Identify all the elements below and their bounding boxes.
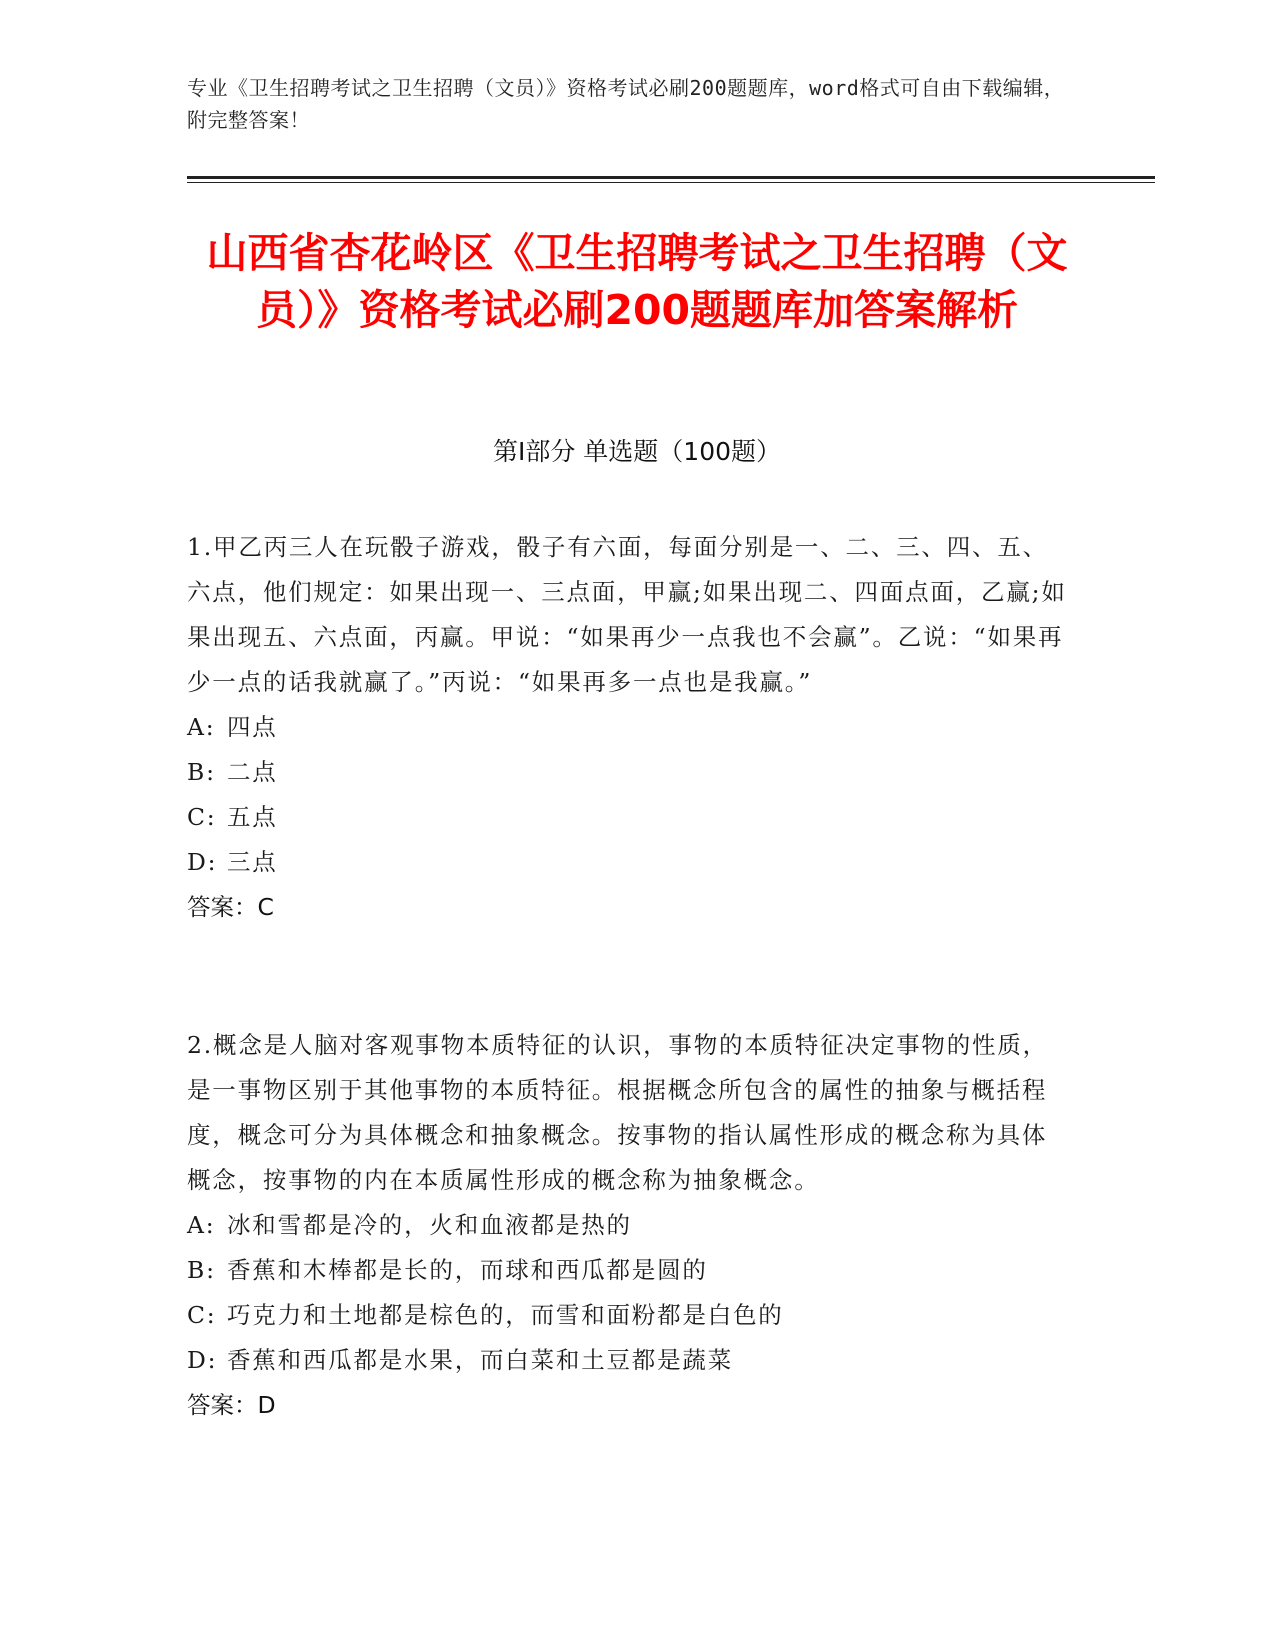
question-stem: 2.概念是人脑对客观事物本质特征的认识，事物的本质特征决定事物的性质，是一事物区别于其他事物的本质特征。根据概念所包含的属性的抽象与概括程度，概念可分为具体概念和抽象概念。按事物的指认属性形成的概念称为具体概念，按事物的内在本质属性形成的概念称为抽象概念。 xyxy=(187,1031,1048,1194)
option-text: 巧克力和土地都是棕色的，而雪和面粉都是白色的 xyxy=(227,1301,784,1329)
option-text: 五点 xyxy=(227,803,278,831)
option-text: 香蕉和西瓜都是水果，而白菜和土豆都是蔬菜 xyxy=(227,1346,733,1374)
option-d xyxy=(187,840,1067,885)
header-divider-thick xyxy=(187,176,1155,179)
option-text: 三点 xyxy=(227,848,278,876)
option-text: 二点 xyxy=(227,758,278,786)
option-text: 香蕉和木棒都是长的，而球和西瓜都是圆的 xyxy=(227,1256,708,1284)
option-key: B: xyxy=(187,758,216,786)
option-c xyxy=(187,795,1067,840)
header-note: 专业《卫生招聘考试之卫生招聘（文员）》资格考试必刷200题题库，word格式可自由下载编辑，附完整答案！ xyxy=(187,76,1065,132)
option-key: A: xyxy=(187,713,216,741)
option-c xyxy=(187,1293,1067,1338)
section-title: 第Ⅰ部分 单选题（100题） xyxy=(492,437,782,466)
option-b xyxy=(187,750,1067,795)
option-key: D: xyxy=(187,848,218,876)
option-key: C: xyxy=(187,803,217,831)
option-text: 四点 xyxy=(227,713,278,741)
question-stem: 1.甲乙丙三人在玩骰子游戏，骰子有六面，每面分别是一、二、三、四、五、六点，他们规定：如果出现一、三点面，甲赢;如果出现二、四面点面，乙赢;如果出现五、六点面，丙赢。甲说：“如果再少一点我也不会赢”。乙说：“如果再少一点的话我就赢了。”丙说：“如果再多一点也是我赢。” xyxy=(187,533,1067,696)
option-key: C: xyxy=(187,1301,217,1329)
question-2 xyxy=(187,1023,1067,1428)
header-divider-thin xyxy=(187,182,1155,183)
option-d xyxy=(187,1338,1067,1383)
answer-line: 答案：D xyxy=(187,1391,276,1419)
option-a xyxy=(187,705,1067,750)
question-1 xyxy=(187,525,1067,930)
option-b xyxy=(187,1248,1067,1293)
answer-line: 答案：C xyxy=(187,893,274,921)
option-text: 冰和雪都是冷的，火和血液都是热的 xyxy=(227,1211,632,1239)
option-key: A: xyxy=(187,1211,216,1239)
option-key: D: xyxy=(187,1346,218,1374)
option-a xyxy=(187,1203,1067,1248)
option-key: B: xyxy=(187,1256,216,1284)
document-title: 山西省杏花岭区《卫生招聘考试之卫生招聘（文员）》资格考试必刷200题题库加答案解析 xyxy=(206,229,1068,334)
